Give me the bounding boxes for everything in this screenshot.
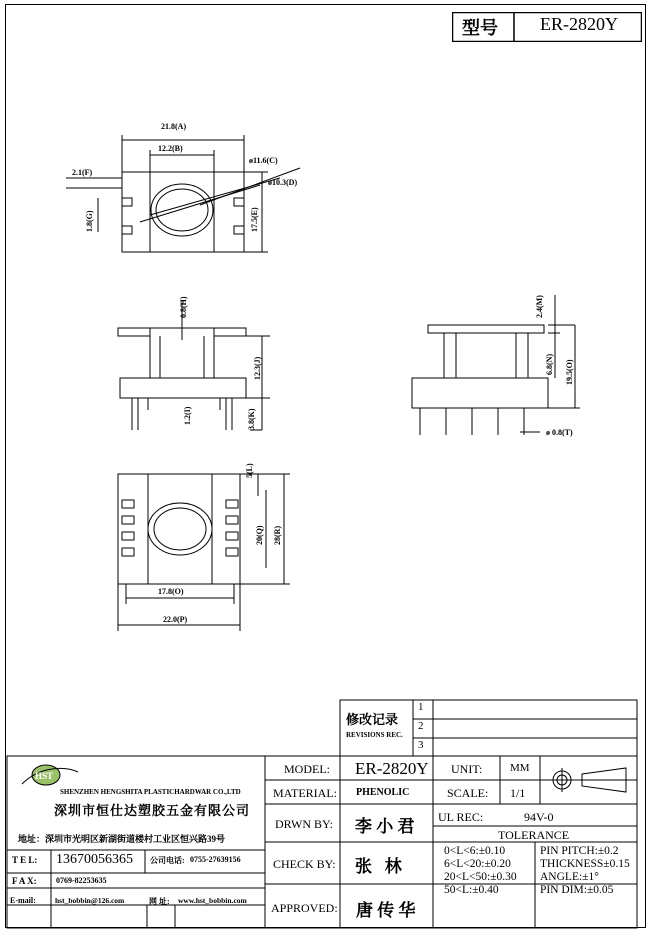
email-label: E-mail:: [10, 896, 36, 905]
tel-label: T E L:: [12, 855, 38, 865]
revision-mark-1: 1: [418, 701, 424, 713]
tolerance-title: TOLERANCE: [498, 828, 570, 842]
dim-flange-b: 1.2(I): [183, 406, 192, 425]
dim-body-h: 12.3(J): [253, 356, 262, 380]
email-value: hst_bobbin@126.com: [55, 896, 125, 905]
revisions-title: 修改记录: [346, 712, 399, 727]
company-address: 地址：深圳市光明区新湖街道楼村工业区恒兴路39号: [18, 834, 226, 844]
model-value: ER-2820Y: [355, 759, 429, 778]
tel-value: 13670056365: [56, 852, 133, 867]
bottom-view: [118, 474, 290, 631]
dim-inner-width: 12.2(B): [158, 144, 183, 153]
company-name-cn: 深圳市恒仕达塑胶五金有限公司: [54, 803, 251, 818]
dim-full-h: 28(R): [273, 525, 282, 545]
approved-label: APPROVED:: [271, 901, 338, 915]
check-label: CHECK BY:: [273, 857, 336, 871]
dim-notch-h: 1.8(G): [85, 210, 94, 232]
drawn-label: DRWN BY:: [275, 817, 333, 831]
company-name-en: SHENZHEN HENGSHITA PLASTICHARDWAR CO.,LTD: [60, 788, 241, 796]
model-label: MODEL:: [284, 762, 330, 776]
dim-inner-span: 17.8(O): [158, 587, 184, 596]
phone-value: 0755-27639156: [190, 855, 241, 864]
dim-dia-inner: ø10.3(D): [268, 178, 298, 187]
web-value: www.hst_bobbin.com: [178, 896, 247, 905]
dim-win-h: 20(Q): [255, 525, 264, 545]
dim-top-width: 21.8(A): [161, 122, 187, 131]
unit-label: UNIT:: [451, 762, 483, 776]
ul-value: 94V-0: [524, 810, 554, 824]
revision-mark-3: 3: [418, 739, 424, 751]
model-code: ER-2820Y: [540, 14, 618, 34]
tolerance-line: 6<L<20:±0.20: [444, 858, 511, 870]
fax-label: F A X:: [12, 876, 37, 886]
dim-top-flange: 2.4(M): [535, 295, 544, 318]
drawn-value: 李 小 君: [355, 817, 415, 836]
extra-tolerance-list: [540, 845, 630, 897]
dim-dia-outer: ø11.6(C): [249, 156, 278, 165]
material-value: PHENOLIC: [356, 787, 410, 798]
dim-flange-t: 0.8(H): [179, 296, 188, 318]
dim-top-height: 17.5(E): [250, 207, 259, 232]
tolerance-list: [444, 845, 517, 897]
web-label: 网 址:: [149, 897, 170, 906]
scale-value: 1/1: [510, 786, 526, 800]
projection-symbol-icon: [548, 762, 633, 800]
ul-label: UL REC:: [438, 810, 484, 824]
extra-tolerance-line: ANGLE:±1°: [540, 871, 599, 883]
extra-tolerance-line: THICKNESS±0.15: [540, 858, 630, 870]
top-view: [66, 135, 300, 252]
svg-text:HST: HST: [35, 771, 54, 781]
extra-tolerance-line: PIN PITCH:±0.2: [540, 845, 619, 857]
dim-side-h: 6.8(N): [545, 353, 554, 375]
side-view: [412, 295, 580, 435]
hst-logo: [20, 762, 80, 788]
dim-outer-span: 22.0(P): [163, 615, 188, 624]
dim-notch-w: 2.1(F): [72, 168, 93, 177]
tolerance-line: 20<L<50:±0.30: [444, 871, 517, 883]
material-label: MATERIAL:: [273, 786, 337, 800]
extra-tolerance-line: PIN DIM:±0.05: [540, 884, 614, 896]
scale-label: SCALE:: [447, 786, 489, 800]
revisions-subtitle: REVISIONS REC.: [346, 731, 403, 739]
dim-pin-dia: ø 0.8(T): [546, 428, 573, 437]
phone-label: 公司电话:: [150, 856, 185, 865]
approved-value: 唐 传 华: [356, 901, 416, 920]
tolerance-line: 0<L<6:±0.10: [444, 845, 506, 857]
tolerance-line: 50<L:±0.40: [444, 884, 499, 896]
type-label: 型号: [462, 18, 498, 38]
dim-total-h: 19.5(O): [565, 359, 574, 385]
dim-pin-len: 3.8(K): [247, 408, 256, 430]
fax-value: 0769-82253635: [56, 876, 107, 885]
revision-mark-2: 2: [418, 720, 424, 732]
dim-slot: 5(L): [245, 463, 254, 478]
unit-value: MM: [510, 762, 530, 774]
check-value: 张 林: [355, 857, 402, 876]
